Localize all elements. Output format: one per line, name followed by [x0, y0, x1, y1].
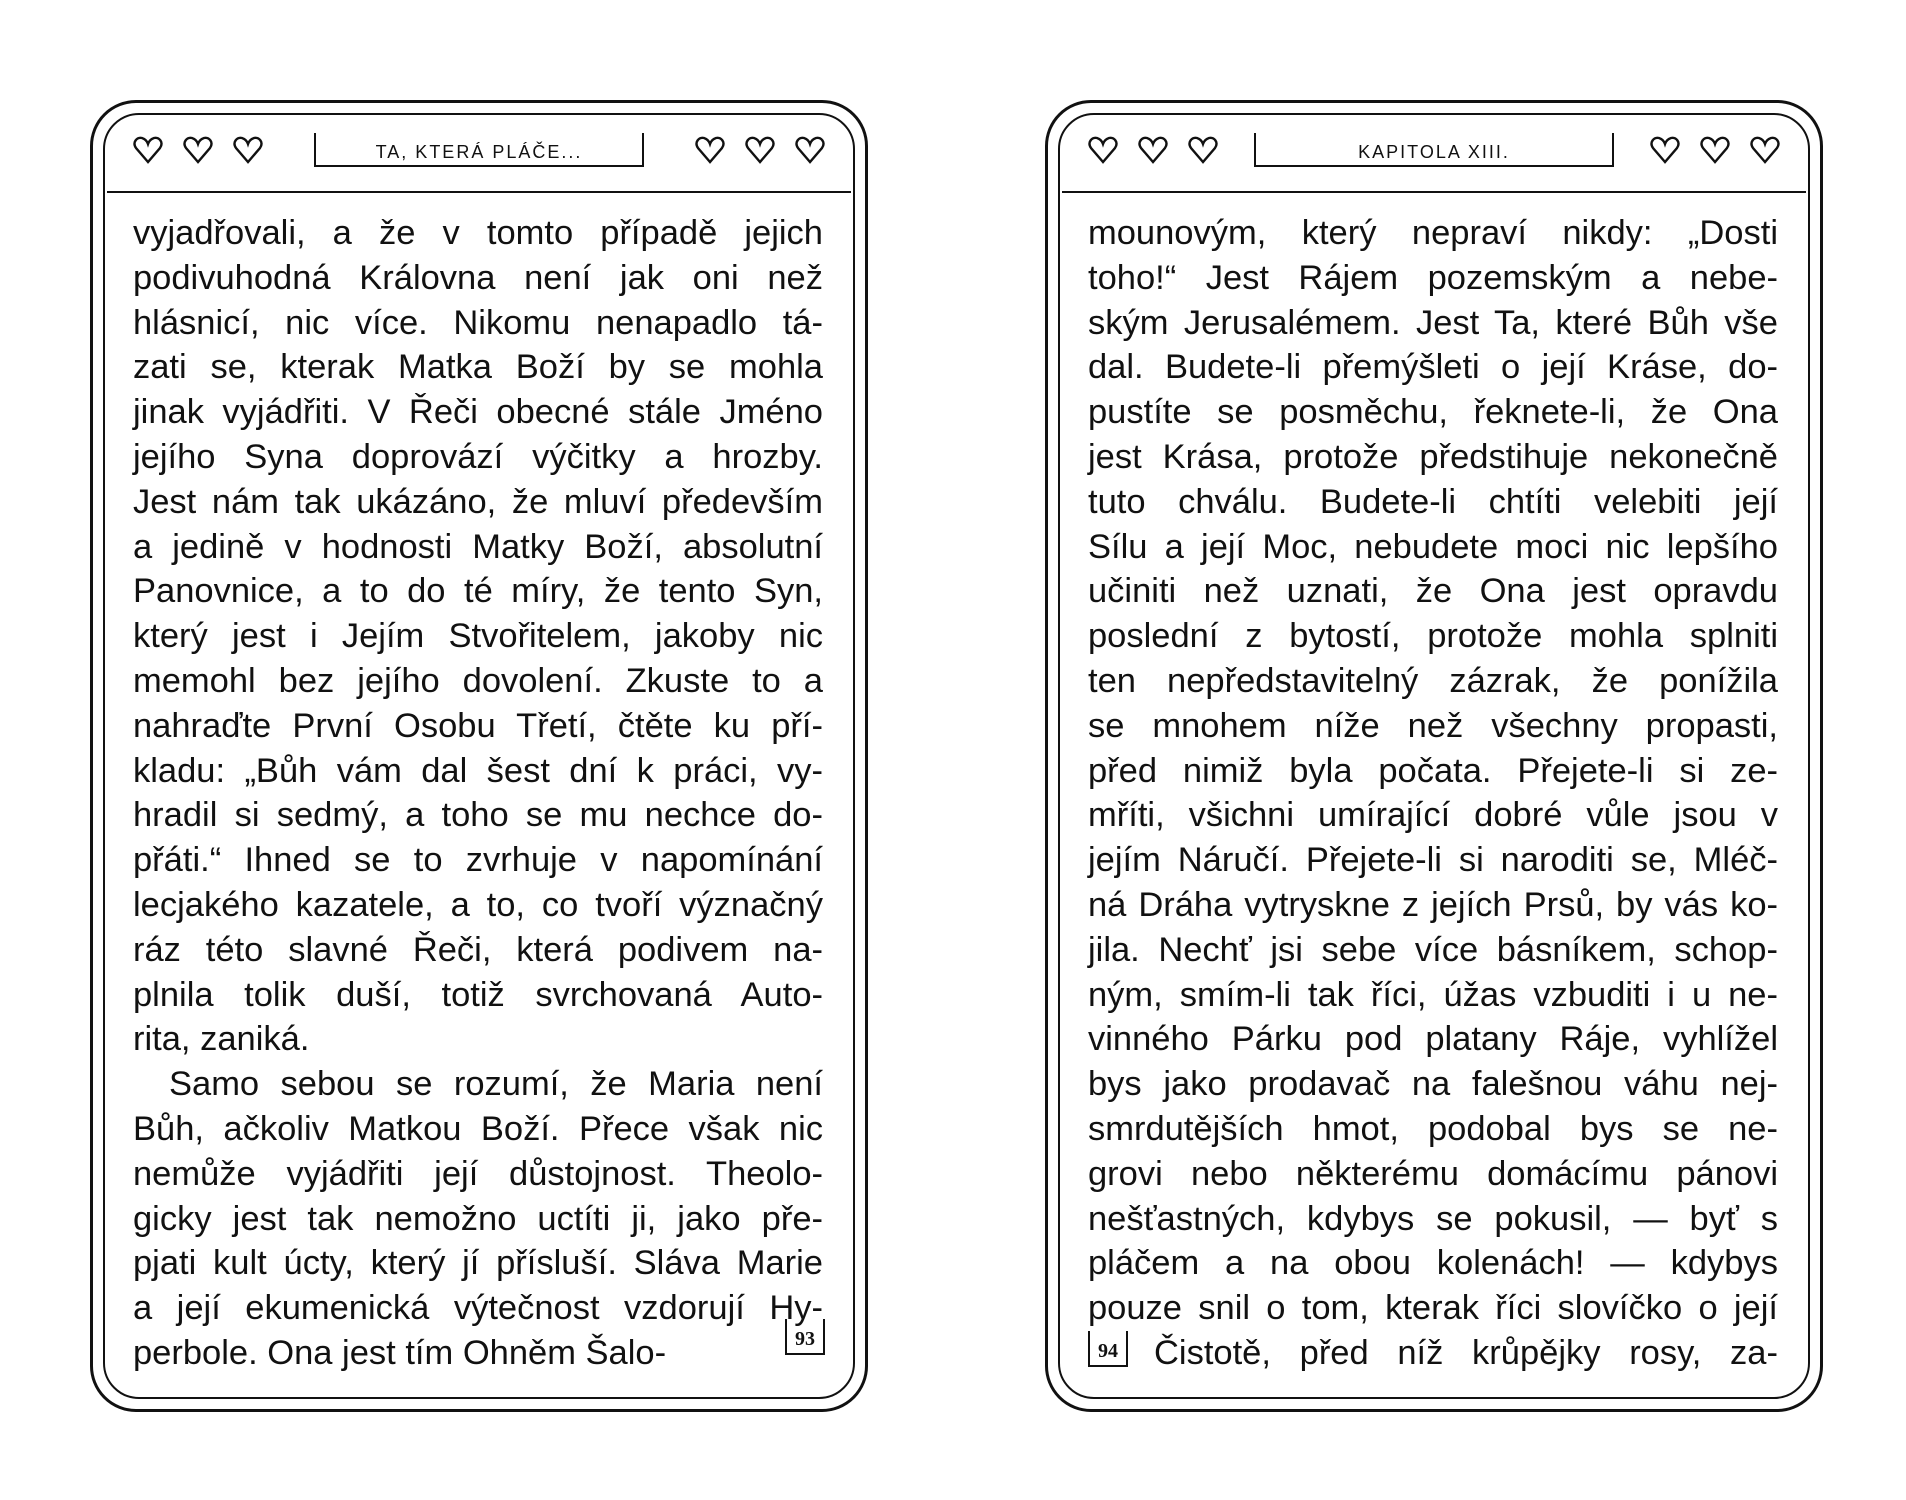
- left-header-hearts-left: [133, 136, 263, 164]
- text-line: Samo sebou se rozumí, že Maria není: [169, 1065, 823, 1104]
- text-line: perbole. Ona jest tím Ohněm Šalo-: [133, 1333, 667, 1372]
- heart-icon: [795, 136, 825, 164]
- text-line: podivuhodná Královna není jak oni než: [133, 258, 823, 297]
- text-line: nahraďte První Osobu Třetí, čtěte ku pří-: [133, 706, 823, 745]
- text-line: který jest i Jejím Stvořitelem, jakoby nic: [133, 617, 823, 656]
- text-line: memohl bez jejího dovolení. Zkuste to a: [133, 661, 823, 700]
- header-rule: [107, 191, 851, 193]
- text-line: Bůh, ačkoliv Matkou Boží. Přece však nic: [133, 1109, 823, 1148]
- right-page: [1045, 100, 1823, 1412]
- heart-icon: [183, 136, 213, 164]
- text-line: ten nepředstavitelný zázrak, že ponížila: [1088, 661, 1778, 700]
- heart-icon: [133, 136, 163, 164]
- text-line: hradil si sedmý, a toho se mu nechce do-: [133, 796, 823, 835]
- text-line: pouze snil o tom, kterak říci slovíčko o její: [1088, 1289, 1778, 1328]
- right-header-hearts-left: [1088, 136, 1218, 164]
- text-line: pjati kult úcty, který jí přísluší. Sláva Marie: [133, 1244, 823, 1283]
- heart-icon: [233, 136, 263, 164]
- text-line: jejím Náručí. Přejete-li si naroditi se, Mléč-: [1088, 841, 1778, 880]
- text-line: nešťastných, kdybys se pokusil, — byť s: [1088, 1199, 1778, 1238]
- text-line: bys jako prodavač na falešnou váhu nej-: [1088, 1065, 1778, 1104]
- text-line: ným, smím-li tak říci, úžas vzbuditi i u ne-: [1088, 975, 1778, 1014]
- text-line: lecjakého kazatele, a to, co tvoří význačný: [133, 885, 823, 924]
- left-page-header: [133, 127, 825, 173]
- text-line: grovi nebo některému domácímu pánovi: [1088, 1154, 1778, 1193]
- heart-icon: [1750, 136, 1780, 164]
- text-line: ráz této slavné Řeči, která podivem na-: [133, 930, 823, 969]
- text-line: jinak vyjádřiti. V Řeči obecné stále Jméno: [133, 393, 823, 432]
- text-line: ná Dráha vytryskne z jejích Prsů, by vás ko-: [1088, 885, 1778, 924]
- text-line: tuto chválu. Budete-li chtíti velebiti její: [1088, 482, 1778, 521]
- text-line: hlásnicí, nic více. Nikomu nenapadlo tá-: [133, 303, 823, 342]
- text-line: Panovnice, a to do té míry, že tento Syn,: [133, 572, 823, 611]
- right-header-hearts-right: [1650, 136, 1780, 164]
- heart-icon: [695, 136, 725, 164]
- text-line: nemůže vyjádřiti její důstojnost. Theolo-: [133, 1154, 823, 1193]
- text-line: se mnohem níže než všechny propasti,: [1088, 706, 1778, 745]
- text-line: učiniti než uznati, že Ona jest opravdu: [1088, 572, 1778, 611]
- text-line: jest Krása, protože předstihuje nekonečně: [1088, 437, 1778, 476]
- heart-icon: [1138, 136, 1168, 164]
- text-line: pláčem a na obou kolenách! — kdybys: [1088, 1244, 1778, 1283]
- text-line: vinného Párku pod platany Ráje, vyhlížel: [1088, 1020, 1778, 1059]
- text-line: rita, zaniká.: [133, 1020, 310, 1059]
- text-line: zati se, kterak Matka Boží by se mohla: [133, 348, 823, 387]
- text-line: mříti, všichni umírající dobré vůle jsou v: [1088, 796, 1778, 835]
- right-page-header: [1088, 127, 1780, 173]
- text-line: Jest nám tak ukázáno, že mluví především: [133, 482, 823, 521]
- text-line: gicky jest tak nemožno uctíti ji, jako pře-: [133, 1199, 823, 1238]
- text-line: před nimiž byla počata. Přejete-li si ze-: [1088, 751, 1778, 790]
- text-line: vyjadřovali, a že v tomto případě jejich: [133, 214, 823, 252]
- heart-icon: [1700, 136, 1730, 164]
- text-line: toho!“ Jest Rájem pozemským a nebe-: [1088, 258, 1778, 297]
- text-line: a její ekumenická výtečnost vzdorují Hy-: [133, 1289, 823, 1328]
- heart-icon: [1650, 136, 1680, 164]
- text-line: smrdutějších hmot, podobal bys se ne-: [1088, 1109, 1778, 1148]
- text-line: a jedině v hodnosti Matky Boží, absolutní: [133, 527, 823, 566]
- text-line: plnila tolik duší, totiž svrchovaná Auto-: [133, 975, 823, 1014]
- text-line: jejího Syna doprovází výčitky a hrozby.: [133, 437, 823, 476]
- text-line: Čistotě, před níž krůpějky rosy, za-: [1154, 1333, 1778, 1372]
- text-line: ským Jerusalémem. Jest Ta, které Bůh vše: [1088, 303, 1778, 342]
- heart-icon: [745, 136, 775, 164]
- left-page-body: [133, 211, 823, 1376]
- page-number: 93: [785, 1319, 825, 1355]
- right-page-body: [1088, 211, 1778, 1376]
- text-line: Sílu a její Moc, nebudete moci nic lepšího: [1088, 527, 1778, 566]
- text-line: mounovým, který nepraví nikdy: „Dosti: [1088, 214, 1778, 252]
- text-line: jila. Nechť jsi sebe více básníkem, schop-: [1088, 930, 1778, 969]
- heart-icon: [1088, 136, 1118, 164]
- left-page: [90, 100, 868, 1412]
- text-line: poslední z bytostí, protože mohla splniti: [1088, 617, 1778, 656]
- header-rule: [1062, 191, 1806, 193]
- text-line: přáti.“ Ihned se to zvrhuje v napomínání: [133, 841, 823, 880]
- running-header-title: TA, KTERÁ PLÁČE...: [314, 133, 644, 167]
- heart-icon: [1188, 136, 1218, 164]
- text-line: dal. Budete-li přemýšleti o její Kráse, do-: [1088, 348, 1778, 387]
- page-number: 94: [1088, 1331, 1128, 1367]
- left-header-hearts-right: [695, 136, 825, 164]
- text-line: kladu: „Bůh vám dal šest dní k práci, vy-: [133, 751, 823, 790]
- running-header-title: KAPITOLA XIII.: [1254, 133, 1614, 167]
- text-line: pustíte se posměchu, řeknete-li, že Ona: [1088, 393, 1778, 432]
